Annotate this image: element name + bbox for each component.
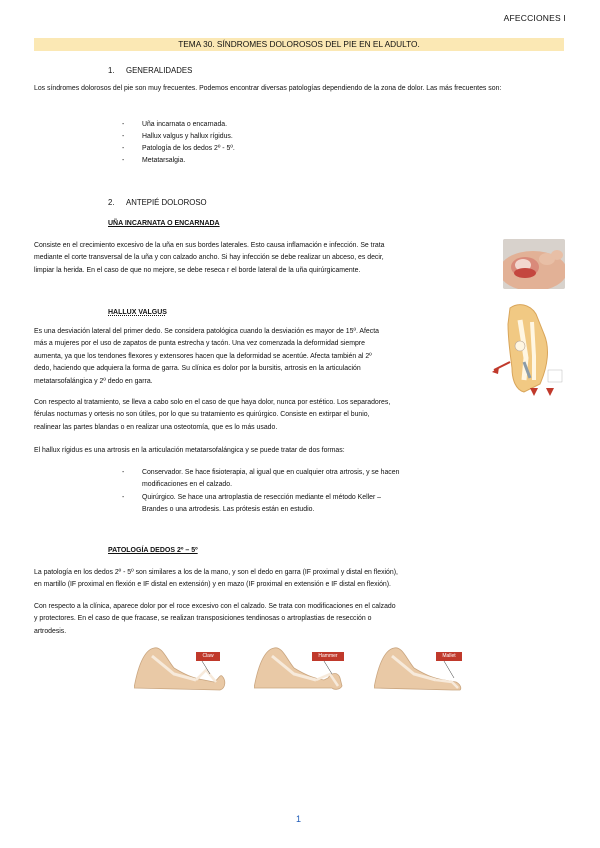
una-paragraph: Consiste en el crecimiento excesivo de la uña en sus bordes laterales. Esto causa inflamación e infección. Se trata mediante el corte transversal de la uña y con calzado ancho. Si hay infección se debe realizar un abceso, es decir, limpiar la herida. En el caso de que no mejore, se debe reseca r el borde lateral de la uña quirúrgicamente. (34, 242, 385, 274)
dedos-paragraph-2: Con respecto a la clínica, aparece dolor por el roce excesivo con el calzado. Se trata con modificaciones en el calzado y protectores. En el caso de que fracase, se realizan transposiciones tendinosas o artroplastias de resección o artrodesis. (34, 603, 396, 635)
claw-toe-illustration (134, 644, 234, 692)
dedos-paragraph-1: La patología en los dedos 2º - 5º son similares a los de la mano, y son el dedo en garra (IF proximal y distal en flexión), en martillo (IF proximal en flexión e IF distal en extensión) y en mazo (IF proximal en extensión e IF distal en flexión). (34, 569, 398, 589)
section-2-heading: ANTEPIÉ DOLOROSO (126, 198, 207, 207)
section-1-number: 1. (108, 66, 115, 75)
list-item: - Metatarsalgia. (122, 157, 186, 164)
subheading-una-incarnata: UÑA INCARNATA O ENCARNADA (108, 220, 220, 227)
list-item: - Patología de los dedos 2º - 5º. (122, 145, 235, 152)
running-header: AFECCIONES I (503, 13, 566, 23)
section-1-heading: GENERALIDADES (126, 66, 193, 75)
hallux-paragraph-2: Con respecto al tratamiento, se lleva a cabo solo en el caso de que haya dolor, nunca por estético. Los separadores, férulas nocturnas y ortesis no son útiles, por lo que su tratamiento es quirúrgico. Consiste en extirpar el bunio, realinear las partes blandas o en realizar una osteotomía, que es lo más usado. (34, 399, 391, 431)
mallet-label: Mallet (442, 653, 456, 659)
list-item: - Quirúrgico. Se hace una artroplastia de resección mediante el método Keller – Brandes o una artrodesis. Las prótesis están en estudio. (122, 494, 382, 514)
hallux-paragraph-1: Es una desviación lateral del primer dedo. Se considera patológica cuando la desviación es mayor de 15º. Afecta más a mujeres por el uso de zapatos de punta estrecha y tacón. Una vez comenzada la deformidad siempre aumenta, ya que los tendones flexores y extensores hacen que la deformidad se acentúe. Afecta también al 2º dedo, haciendo que adquiera la forma de garra. Su clínica es dolor por la bursitis, artrosis en la articulación metatarsofalángica y 2º dedo en garra. (34, 328, 379, 385)
hallux-valgus-illustration (490, 300, 564, 396)
subheading-hallux-valgus: HALLUX VALGUS (108, 309, 167, 316)
list-item: - Hallux valgus y hallux rígidus. (122, 133, 233, 140)
intro-paragraph: Los síndromes dolorosos del pie son muy frecuentes. Podemos encontrar diversas patologías dependiendo de la zona de dolor. Las más frecuentes son: (34, 85, 502, 92)
section-2-number: 2. (108, 198, 115, 207)
subheading-patologia-dedos: PATOLOGÍA DEDOS 2º – 5º (108, 547, 198, 554)
page-number: 1 (296, 814, 302, 824)
claw-label: Claw (202, 653, 214, 659)
hammer-toe-illustration (254, 644, 354, 692)
hallux-rigidus-paragraph: El hallux rígidus es una artrosis en la articulación metatarsofalángica y se puede tratar de dos formas: (34, 447, 345, 454)
list-item: - Conservador. Se hace fisioterapia, al igual que en cualquier otra artrosis, y se hacen modificaciones en el calzado. (122, 469, 400, 489)
chapter-title: TEMA 30. SÍNDROMES DOLOROSOS DEL PIE EN EL ADULTO. (34, 38, 564, 51)
mallet-toe-illustration (374, 644, 474, 692)
ingrown-nail-photo (503, 239, 565, 289)
hammer-label: Hammer (318, 653, 338, 659)
list-item: - Uña incarnata o encarnada. (122, 121, 228, 128)
